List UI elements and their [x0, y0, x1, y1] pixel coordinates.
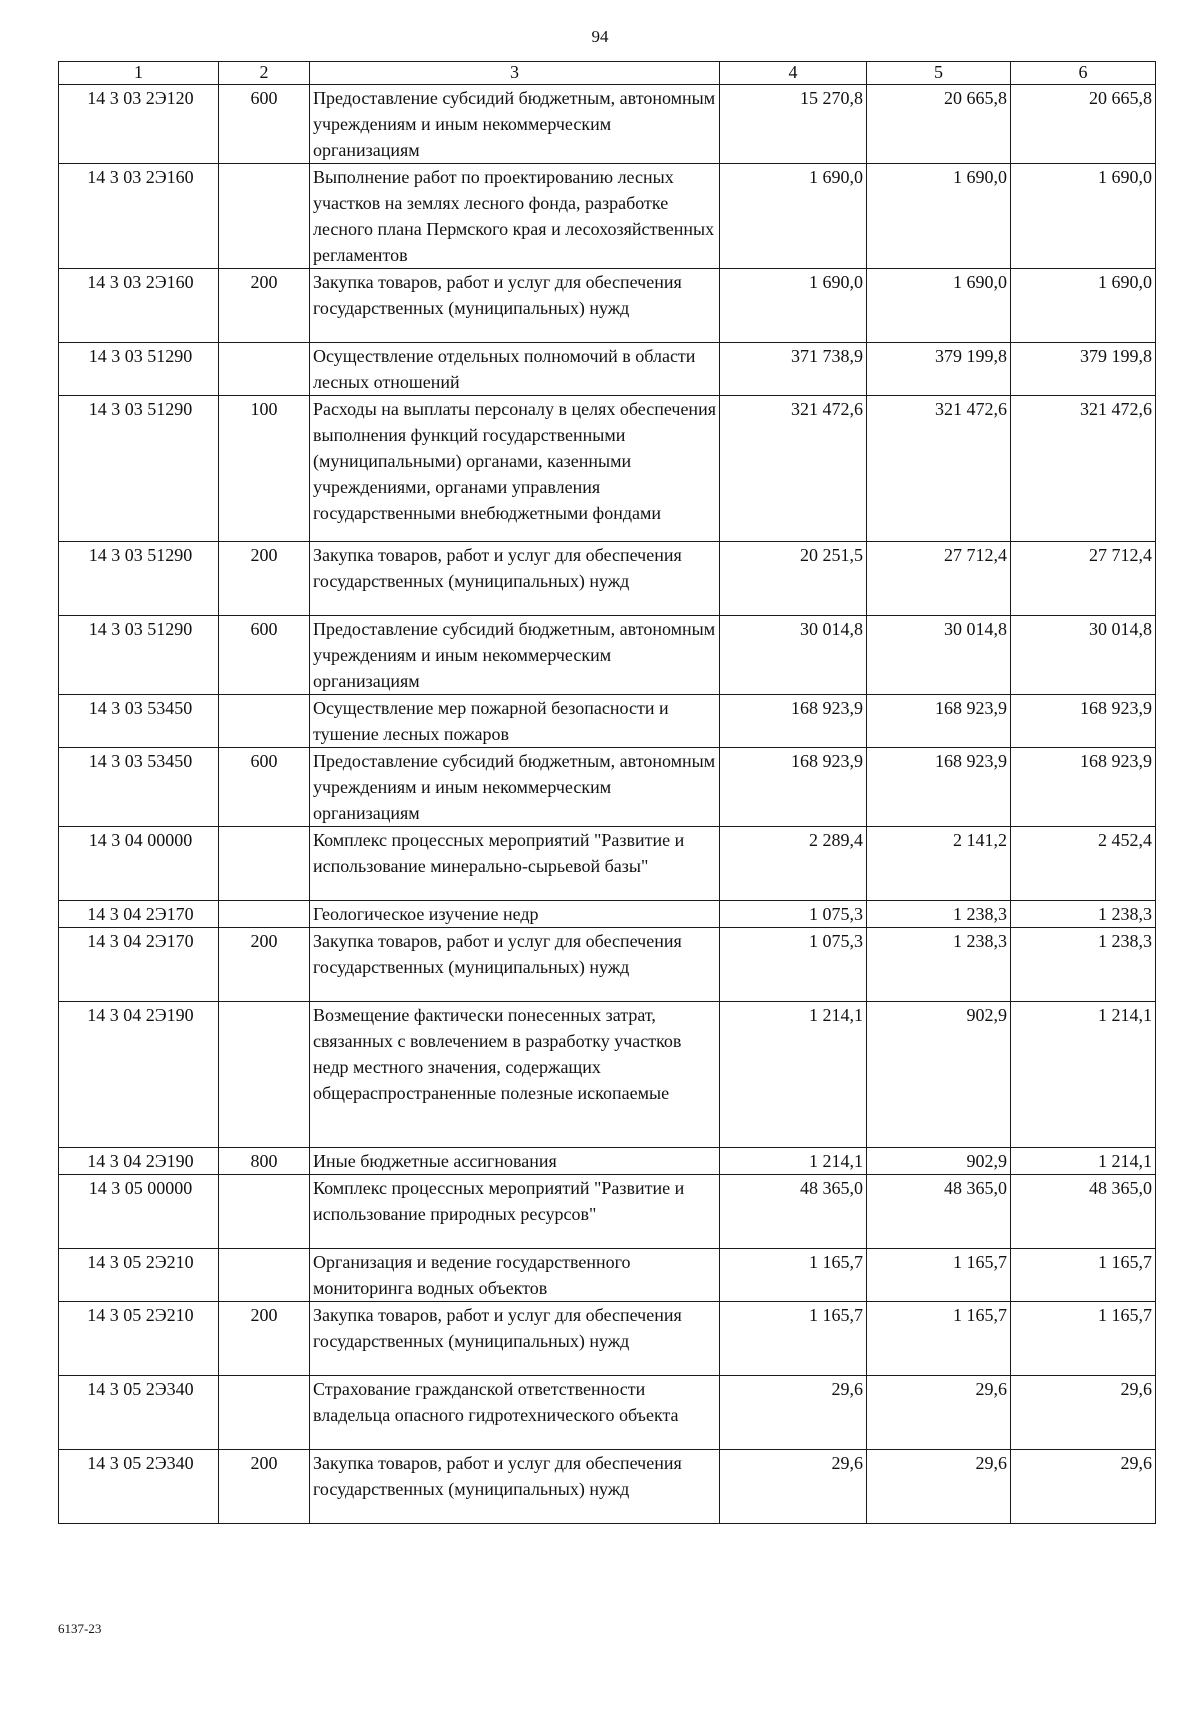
- amount-col5: 27 712,4: [867, 542, 1011, 616]
- amount-col6: 1 238,3: [1011, 901, 1156, 928]
- header-row: [59, 62, 1156, 85]
- amount-col5: 30 014,8: [867, 616, 1011, 695]
- amount-col6: 29,6: [1011, 1376, 1156, 1450]
- amount-col6: 1 690,0: [1011, 164, 1156, 269]
- column-header: 3: [310, 62, 720, 85]
- classification-code: 14 3 04 2Э170: [59, 901, 219, 928]
- item-name: Страхование гражданской ответственности владельца опасного гидротехнического объекта: [310, 1376, 720, 1450]
- classification-code: 14 3 05 2Э210: [59, 1249, 219, 1302]
- classification-code: 14 3 05 00000: [59, 1175, 219, 1249]
- table-row: [59, 85, 1156, 164]
- table-row: [59, 901, 1156, 928]
- classification-code: 14 3 03 2Э160: [59, 164, 219, 269]
- expense-type-code: [219, 1002, 310, 1148]
- amount-col4: 1 690,0: [720, 164, 867, 269]
- amount-col6: 1 165,7: [1011, 1302, 1156, 1376]
- item-name: Предоставление субсидий бюджетным, автономным учреждениям и иным некоммерческим организациям: [310, 616, 720, 695]
- amount-col6: 168 923,9: [1011, 748, 1156, 827]
- table-row: [59, 1175, 1156, 1249]
- column-header: 1: [59, 62, 219, 85]
- amount-col6: 1 690,0: [1011, 269, 1156, 343]
- classification-code: 14 3 05 2Э340: [59, 1450, 219, 1524]
- column-header: 2: [219, 62, 310, 85]
- table-row: [59, 616, 1156, 695]
- amount-col5: 1 238,3: [867, 901, 1011, 928]
- item-name: Закупка товаров, работ и услуг для обеспечения государственных (муниципальных) нужд: [310, 1302, 720, 1376]
- amount-col4: 2 289,4: [720, 827, 867, 901]
- expense-type-code: [219, 343, 310, 396]
- amount-col5: 1 238,3: [867, 928, 1011, 1002]
- table-row: [59, 343, 1156, 396]
- column-header: 5: [867, 62, 1011, 85]
- expense-type-code: 600: [219, 85, 310, 164]
- amount-col5: 29,6: [867, 1376, 1011, 1450]
- table-row: [59, 164, 1156, 269]
- expense-type-code: 200: [219, 928, 310, 1002]
- amount-col4: 29,6: [720, 1450, 867, 1524]
- item-name: Закупка товаров, работ и услуг для обеспечения государственных (муниципальных) нужд: [310, 542, 720, 616]
- amount-col5: 902,9: [867, 1148, 1011, 1175]
- table-row: [59, 827, 1156, 901]
- classification-code: 14 3 03 51290: [59, 343, 219, 396]
- expense-type-code: [219, 1249, 310, 1302]
- amount-col6: 30 014,8: [1011, 616, 1156, 695]
- item-name: Комплекс процессных мероприятий "Развитие и использование минерально-сырьевой базы": [310, 827, 720, 901]
- amount-col5: 29,6: [867, 1450, 1011, 1524]
- column-header: 6: [1011, 62, 1156, 85]
- amount-col6: 1 165,7: [1011, 1249, 1156, 1302]
- amount-col6: 29,6: [1011, 1450, 1156, 1524]
- amount-col6: 27 712,4: [1011, 542, 1156, 616]
- amount-col5: 20 665,8: [867, 85, 1011, 164]
- item-name: Закупка товаров, работ и услуг для обеспечения государственных (муниципальных) нужд: [310, 269, 720, 343]
- amount-col4: 30 014,8: [720, 616, 867, 695]
- column-header: 4: [720, 62, 867, 85]
- item-name: Иные бюджетные ассигнования: [310, 1148, 720, 1175]
- expense-type-code: 600: [219, 616, 310, 695]
- item-name: Возмещение фактически понесенных затрат, связанных с вовлечением в разработку участков недр местного значения, содержащих общераспространенные полезные ископаемые: [310, 1002, 720, 1148]
- amount-col4: 371 738,9: [720, 343, 867, 396]
- item-name: Закупка товаров, работ и услуг для обеспечения государственных (муниципальных) нужд: [310, 1450, 720, 1524]
- budget-table: [58, 61, 1156, 1524]
- amount-col4: 1 075,3: [720, 901, 867, 928]
- amount-col6: 1 238,3: [1011, 928, 1156, 1002]
- amount-col4: 1 214,1: [720, 1148, 867, 1175]
- amount-col5: 1 690,0: [867, 269, 1011, 343]
- table-row: [59, 269, 1156, 343]
- amount-col5: 321 472,6: [867, 396, 1011, 542]
- table-row: [59, 396, 1156, 542]
- item-name: Предоставление субсидий бюджетным, автономным учреждениям и иным некоммерческим организациям: [310, 748, 720, 827]
- table-row: [59, 1376, 1156, 1450]
- amount-col6: 379 199,8: [1011, 343, 1156, 396]
- classification-code: 14 3 04 2Э170: [59, 928, 219, 1002]
- classification-code: 14 3 05 2Э210: [59, 1302, 219, 1376]
- item-name: Расходы на выплаты персоналу в целях обеспечения выполнения функций государственными (муниципальными) органами, казенными учреждениями, органами управления государственными внебюджетными фондами: [310, 396, 720, 542]
- amount-col5: 1 165,7: [867, 1249, 1011, 1302]
- expense-type-code: [219, 901, 310, 928]
- item-name: Осуществление отдельных полномочий в области лесных отношений: [310, 343, 720, 396]
- amount-col4: 1 165,7: [720, 1302, 867, 1376]
- amount-col5: 1 690,0: [867, 164, 1011, 269]
- amount-col5: 168 923,9: [867, 695, 1011, 748]
- amount-col5: 902,9: [867, 1002, 1011, 1148]
- classification-code: 14 3 03 51290: [59, 396, 219, 542]
- amount-col6: 1 214,1: [1011, 1148, 1156, 1175]
- classification-code: 14 3 03 53450: [59, 748, 219, 827]
- amount-col4: 168 923,9: [720, 748, 867, 827]
- table-row: [59, 928, 1156, 1002]
- amount-col6: 48 365,0: [1011, 1175, 1156, 1249]
- amount-col5: 168 923,9: [867, 748, 1011, 827]
- amount-col5: 2 141,2: [867, 827, 1011, 901]
- classification-code: 14 3 04 00000: [59, 827, 219, 901]
- expense-type-code: [219, 164, 310, 269]
- item-name: Выполнение работ по проектированию лесных участков на землях лесного фонда, разработке лесного плана Пермского края и лесохозяйственных регламентов: [310, 164, 720, 269]
- expense-type-code: 100: [219, 396, 310, 542]
- expense-type-code: [219, 1376, 310, 1450]
- table-row: [59, 1249, 1156, 1302]
- classification-code: 14 3 03 53450: [59, 695, 219, 748]
- amount-col6: 321 472,6: [1011, 396, 1156, 542]
- amount-col4: 20 251,5: [720, 542, 867, 616]
- amount-col4: 29,6: [720, 1376, 867, 1450]
- expense-type-code: [219, 827, 310, 901]
- amount-col4: 48 365,0: [720, 1175, 867, 1249]
- document-code: 6137-23: [58, 1621, 102, 1636]
- page-number: 94: [591, 27, 609, 46]
- table-row: [59, 1450, 1156, 1524]
- item-name: Геологическое изучение недр: [310, 901, 720, 928]
- amount-col6: 1 214,1: [1011, 1002, 1156, 1148]
- amount-col4: 1 690,0: [720, 269, 867, 343]
- expense-type-code: [219, 695, 310, 748]
- table-row: [59, 542, 1156, 616]
- classification-code: 14 3 03 2Э160: [59, 269, 219, 343]
- item-name: Предоставление субсидий бюджетным, автономным учреждениям и иным некоммерческим организациям: [310, 85, 720, 164]
- expense-type-code: 200: [219, 1302, 310, 1376]
- classification-code: 14 3 03 2Э120: [59, 85, 219, 164]
- amount-col4: 168 923,9: [720, 695, 867, 748]
- classification-code: 14 3 03 51290: [59, 542, 219, 616]
- amount-col6: 20 665,8: [1011, 85, 1156, 164]
- amount-col6: 168 923,9: [1011, 695, 1156, 748]
- expense-type-code: 800: [219, 1148, 310, 1175]
- table-row: [59, 1148, 1156, 1175]
- amount-col4: 1 075,3: [720, 928, 867, 1002]
- classification-code: 14 3 04 2Э190: [59, 1148, 219, 1175]
- amount-col4: 321 472,6: [720, 396, 867, 542]
- table-row: [59, 1002, 1156, 1148]
- amount-col6: 2 452,4: [1011, 827, 1156, 901]
- item-name: Закупка товаров, работ и услуг для обеспечения государственных (муниципальных) нужд: [310, 928, 720, 1002]
- amount-col4: 1 214,1: [720, 1002, 867, 1148]
- amount-col5: 48 365,0: [867, 1175, 1011, 1249]
- table-row: [59, 695, 1156, 748]
- item-name: Осуществление мер пожарной безопасности и тушение лесных пожаров: [310, 695, 720, 748]
- table-row: [59, 748, 1156, 827]
- amount-col4: 1 165,7: [720, 1249, 867, 1302]
- expense-type-code: 200: [219, 542, 310, 616]
- classification-code: 14 3 05 2Э340: [59, 1376, 219, 1450]
- amount-col4: 15 270,8: [720, 85, 867, 164]
- expense-type-code: 600: [219, 748, 310, 827]
- expense-type-code: 200: [219, 269, 310, 343]
- item-name: Комплекс процессных мероприятий "Развитие и использование природных ресурсов": [310, 1175, 720, 1249]
- amount-col5: 379 199,8: [867, 343, 1011, 396]
- item-name: Организация и ведение государственного мониторинга водных объектов: [310, 1249, 720, 1302]
- classification-code: 14 3 04 2Э190: [59, 1002, 219, 1148]
- table-row: [59, 1302, 1156, 1376]
- expense-type-code: 200: [219, 1450, 310, 1524]
- amount-col5: 1 165,7: [867, 1302, 1011, 1376]
- expense-type-code: [219, 1175, 310, 1249]
- classification-code: 14 3 03 51290: [59, 616, 219, 695]
